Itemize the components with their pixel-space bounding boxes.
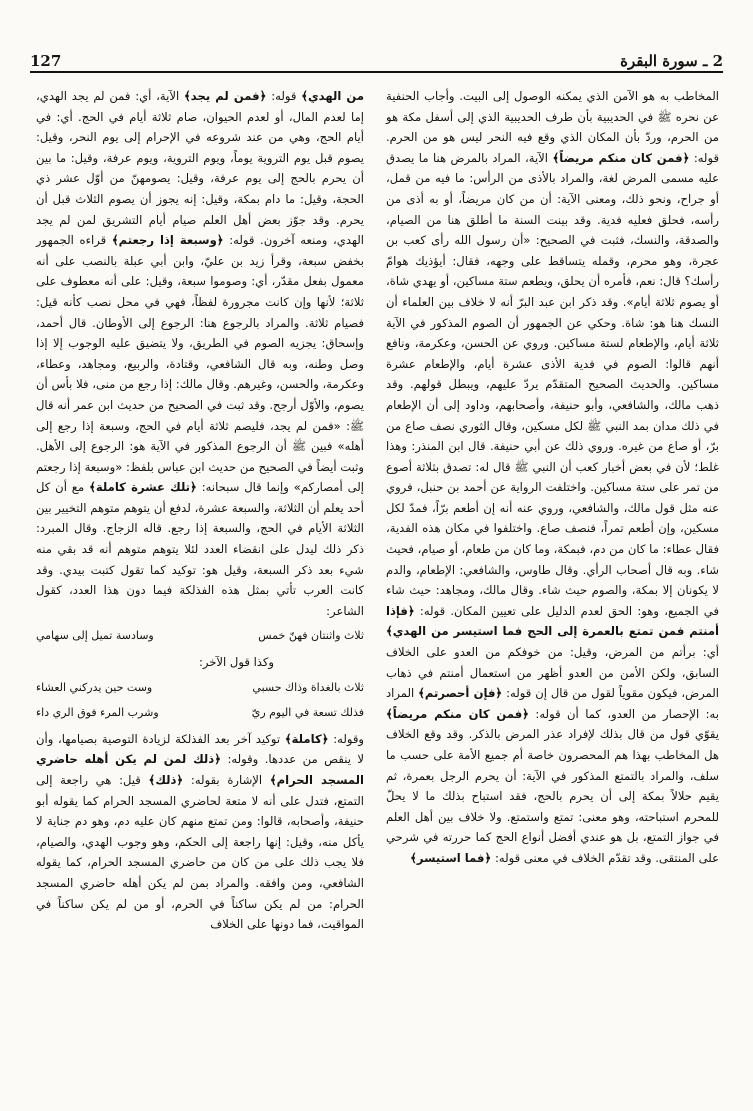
left-column — [36, 86, 364, 935]
paragraph: المخاطب به هو الآمن الذي يمكنه الوصول إلى البيت. وأجاب الحنفية عن نحره ﷺ في الحديبية بأن طرف الحديبية الذي إلى أسفل مكة هو من الحرم، وردّ بأن المكان الذي وقع فيه النحر ليس هو من الحرم. قوله: ﴿فمن كان منكم مريضاً﴾ الآية، المراد بالمرض هنا ما يصدق عليه مسمى المرض لغة، والمراد بالأذى من الرأس: ما فيه من قمل، أو جراح، ونحو ذلك، ومعنى الآية: أن من كان مريضاً، أو به أذى من رأسه، فحلق فعليه فدية. وقد بينت السنة ما أطلق هنا من الصيام، والصدقة، والنسك، فثبت في الصحيح: «أن رسول الله رأى كعب بن عجرة، وهو محرم، وقمله يتساقط على وجهه، فقال: أيؤذيك هوامّ رأسك؟ قال: نعم، فأمره أن يحلق، ويطعم ستة مساكين، أو يهدي شاة، أو يصوم ثلاثة أيام». وقد ذكر ابن عبد البرّ أنه لا خلاف بين العلماء أن النسك هنا هو: شاة. وحكي عن الجمهور أن الصوم المذكور في الآية ثلاثة أيام، والإطعام لستة مساكين. وروي عن الحسن، وعكرمة، ونافع أنهم قالوا: الصوم في فدية الأذى عشرة أيام، والإطعام عشرة مساكين. والحديث الصحيح المتقدّم يردّ عليهم، ويبطل قولهم. وقد ذهب مالك، والشافعي، وأبو حنيفة، وأصحابهم، وداود إلى أن الإطعام في ذلك مدان بمد النبي ﷺ لكل مسكين، وقال الثوري نصف صاع من برّ، أو صاع من غيره. وروي ذلك عن أبي حنيفة. قال ابن المنذر: وهذا غلط؛ لأن في بعض أخبار كعب أن النبي ﷺ قال له: تصدق بثلاثة أصوع من تمر على ستة مساكين. واختلفت الرواية عن أحمد بن حنبل، فروي عنه مثل قول مالك، والشافعي، وروي عنه أنه إن أطعم برّاً، فمدّ لكل مسكين، وإن أطعم تمراً، فنصف صاع. واختلفوا في مكان هذه الفدية، فقال عطاء: ما كان من دم، فبمكة، وما كان من طعام، أو صيام، فحيث شاء. وبه قال أصحاب الرأي. وقال طاوس، والشافعي: الإطعام، والدم لا يكونان إلا بمكة، والصوم حيث شاء. وقال مالك، ومجاهد: حيث شاء في الجميع، وهو: الحق لعدم الدليل على تعيين المكان. قوله: ﴿فإذا أمنتم فمن تمتع بالعمرة إلى الحج فما استيسر من الهدي﴾ أي: برأتم من المرض، وقيل: من خوفكم من العدو على الخلاف السابق، ولكن الأمن من العدو أظهر من استعمال أمنتم في ذهاب المرض، فيكون مقوياً لقول من قال إن قوله: ﴿فإن أحصرتم﴾ المراد به: الإحصار من العدو، كما أن قوله: ﴿فمن كان منكم مريضاً﴾ يقوّي قول من قال بذلك لإفراد عذر المرض بالذكر. وقد وقع الخلاف هل المخاطب بهذا هم المحصرون خاصة أم جميع الأمة على حسب ما سلف، والمراد بالتمتع المذكور في الآية: أن يحرم الرجل بعمرة، ثم يقيم حلالاً بمكة إلى أن يحرم بالحج، فقد استباح بذلك ما لا يحلّ للمحرم استباحته، وهو معنى: تمتع واستمتع. ولا خلاف بين أهل العلم في جواز التمتع، بل هو عندي أفضل أنواع الحج كما حررته في شرحي على المنتقى. وقد تقدّم الخلاف في معنى قوله: ﴿فما استيسر﴾ — [386, 89, 720, 865]
poem-verse: ثلاث بالغداة وذاك حسبي وست حين يدركني العشاء — [36, 680, 364, 694]
poem-verse: ثلاث واثنتان فهنّ خمس وسادسة تميل إلى سهامي — [36, 629, 364, 643]
quran-quote: ﴿فمن لم يجد﴾ — [183, 89, 267, 103]
poem-intro: وكذا قول الآخر: — [198, 655, 274, 670]
quran-quote: ﴿تلك عشرة كاملة﴾ — [89, 480, 197, 495]
quran-quote: ﴿كاملة﴾ — [284, 731, 329, 746]
quran-quote: ﴿فمن كان منكم مريضاً﴾ — [386, 706, 529, 721]
header-rule — [30, 71, 723, 73]
quran-quote: ﴿ذلك لمن لم يكن أهله حاضري المسجد الحرام﴾ — [36, 752, 364, 787]
quran-quote: ﴿وسبعة إذا رجعتم﴾ — [111, 233, 224, 248]
page-header — [30, 42, 723, 70]
paragraph: من الهدي﴾ قوله: ﴿فمن لم يجد﴾ الآية، أي: فمن لم يجد الهدي، إما لعدم المال، أو لعدم الحيوان، صام ثلاثة أيام في الحج. أي: في أيام الحج، وهي من عند شروعه في الإحرام إلى يوم النحر، وقيل: يصوم قبل يوم التروية يوماً، ويوم التروية، ويوم عرفة، وقيل: ما بين أن يحرم بالحج إلى يوم عرفة، وقيل: يصومهنّ من أوّل عشر ذي الحجة، وقيل: ما دام بمكة، وقيل: إنه يجوز أن يصوم الثلاث قبل أن يحرم. وقد جوّز بعض أهل العلم صيام أيام التشريق لمن لم يجد الهدي، ومنعه آخرون. قوله: ﴿وسبعة إذا رجعتم﴾ قراءه الجمهور بخفض سبعة، وقرأ زيد بن عليّ، وابن أبي عبلة بالنصب على أنه معمول بفعل مقدّر، أي: وصوموا سبعة، وقيل: على أنه معطوف على ثلاثة؛ لأنها وإن كانت مجرورة لفظاً، فهي في محل نصب كأنه قيل: فصيام ثلاثة. والمراد بالرجوع هنا: الرجوع إلى الأوطان. قال أحمد، وإسحاق: يجزيه الصوم في الطريق، ولا يتضيق عليه الوجوب إلا إذا وصل وطنه، وبه قال الشافعي، وقتادة، والربيع، ومجاهد، وعطاء، وعكرمة، والحسن، وغيرهم. وقال مالك: إذا رجع من منى، فلا بأس أن يصوم، والأوّل أرجح. وقد ثبت في الصحيح من حديث ابن عمر أنه قال ﷺ: «فمن لم يجد، فليصم ثلاثة أيام في الحج، وسبعة إذا رجع إلى أهله» فبين ﷺ أن الرجوع المذكور في الآية هو: الرجوع إلى الأهل. وثبت أيضاً في الصحيح من حديث ابن عباس بلفظ: «وسبعة إذا رجعتم إلى أمصاركم» وإنما قال سبحانه: ﴿تلك عشرة كاملة﴾ مع أن كل أحد يعلم أن الثلاثة، والسبعة عشرة، لدفع أن يتوهم متوهم التخيير بين الثلاثة الأيام في الحج، والسبعة إذا رجع. قاله الزجاج. وقال المبرد: ذكر ذلك ليدل على انقضاء العدد لئلا يتوهم متوهم أنه قد بقي منه شيء بعد ذكر السبعة، وقيل هو: توكيد كما تقول كتبت بيدي. وقد كانت العرب تأتي بمثل هذه الفذلكة فيما دون هذا العدد، كقول الشاعر: — [36, 89, 365, 618]
quran-quote: ﴿فما استيسر﴾ — [410, 850, 492, 865]
quran-quote: ﴿فمن كان منكم مريضاً﴾ — [552, 150, 690, 165]
paragraph: وقوله: ﴿كاملة﴾ توكيد آخر بعد الفذلكة لزيادة التوصية بصيامها، وأن لا ينقص من عددها. وقوله: ﴿ذلك لمن لم يكن أهله حاضري المسجد الحرام﴾ الإشارة بقوله: ﴿ذلك﴾ قيل: هي راجعة إلى التمتع، فتدل على أنه لا متعة لحاضري المسجد الحرام كما يقوله أبو حنيفة، وأصحابه، قالوا: ومن تمتع منهم كان عليه دم، وهو دم جناية لا يأكل منه، وقيل: إنها راجعة إلى الحكم، وهو وجوب الهدي، والصيام، فلا يجب ذلك على من كان من حاضري المسجد الحرام، كما يقوله الشافعي، ومن وافقه. والمراد بمن لم يكن أهله حاضري المسجد الحرام: من لم يكن ساكناً في الحرم، أو من لم يكن ساكناً في المواقيت، فما دونها على الخلاف — [36, 731, 365, 932]
page-number: 127 — [30, 52, 62, 70]
poem-verse: فذلك تسعة في اليوم ريّ وشرب المرء فوق الري داء — [36, 706, 364, 720]
quran-quote: ﴿فإذا أمنتم فمن تمتع بالعمرة إلى الحج فما استيسر من الهدي﴾ — [386, 603, 719, 639]
quran-quote: من الهدي﴾ — [301, 89, 365, 103]
quran-quote: ﴿فإن أحصرتم﴾ — [418, 686, 503, 701]
surah-title: 2 ـ سورة البقرة — [620, 52, 723, 70]
quran-quote: ﴿ذلك﴾ — [148, 773, 184, 787]
right-column — [386, 86, 719, 869]
